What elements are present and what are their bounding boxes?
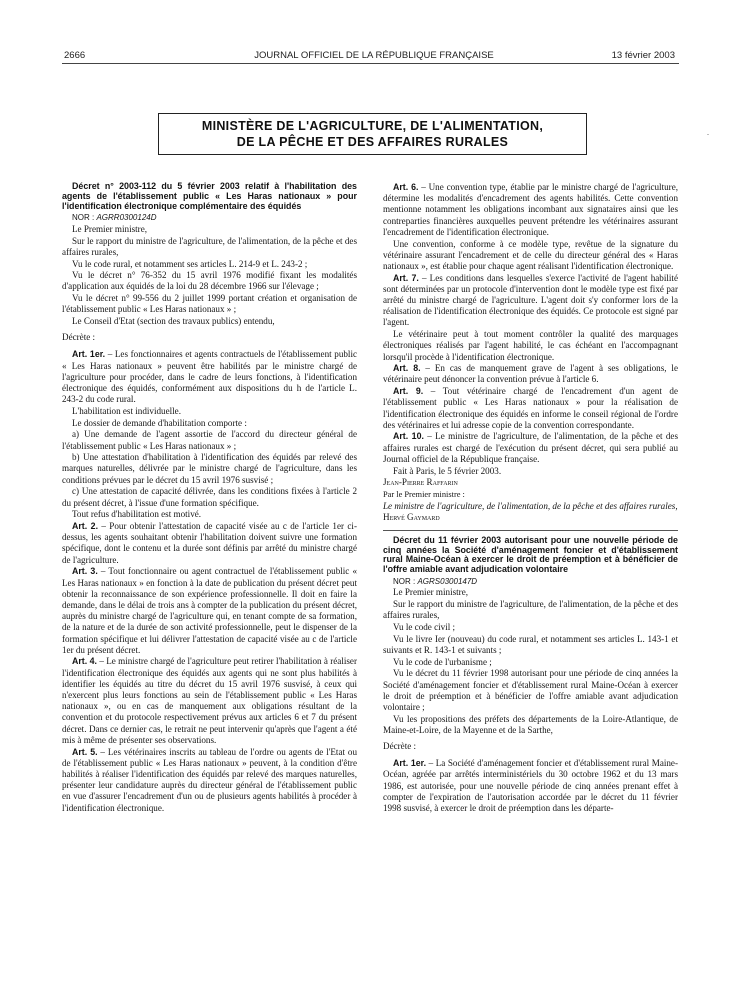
- article-3: [62, 566, 357, 656]
- article-7: [383, 273, 678, 329]
- decree1-intro-4: Vu le décret n° 99-556 du 2 juillet 1999 portant création et organisation de l'établissement public « Les Haras nationaux » ;: [62, 293, 357, 315]
- issue-date: 13 février 2003: [611, 50, 675, 61]
- minister-name: Hervé Gaymard: [383, 512, 440, 523]
- decree1-intro-2: Vu le code rural, et notamment ses articles L. 214-9 et L. 243-2 ;: [72, 258, 308, 269]
- article-6-label: Art. 6.: [393, 182, 419, 192]
- decree2-nor: [383, 576, 678, 587]
- article-1-p3: Le dossier de demande d'habilitation comporte :: [72, 417, 247, 428]
- signatory-name: Jean-Pierre Raffarin: [383, 477, 458, 488]
- decree1-intro-1: Sur le rapport du ministre de l'agriculture, de l'alimentation, de la pêche et des affaires rurales,: [62, 235, 357, 257]
- article-1-label: Art. 1er.: [72, 349, 106, 360]
- decree2-article-1-label: Art. 1er.: [393, 758, 427, 769]
- minister-title: Le ministre de l'agriculture, de l'alimentation, de la pêche et des affaires rurales,: [383, 500, 678, 511]
- decree2-article-1: [383, 758, 678, 814]
- margin-mark: .: [707, 128, 709, 137]
- article-2: [62, 521, 357, 566]
- article-5: [62, 747, 357, 814]
- nor-label: NOR :: [393, 576, 416, 586]
- article-3-label: Art. 3.: [72, 566, 98, 577]
- article-5-label: Art. 5.: [72, 746, 98, 757]
- nor-code: AGRR0300124D: [96, 213, 157, 223]
- left-column: [62, 182, 357, 814]
- article-1-b: b) Une attestation d'habilitation à l'identification des équidés par relevé des marques naturelles, délivrée par le ministre chargé de l'agriculture, dans les conditions prévues par le décret du 15 avril 1976 susvisé ;: [62, 452, 357, 485]
- article-1: [62, 349, 357, 405]
- decree-separator: [383, 530, 678, 531]
- article-3-text: – Tout fonctionnaire ou agent contractuel de l'établissement public « Les Haras nationaux » en fonction à la date de publication du présent décret peut obtenir la reconnaissance de son expérience professionnelle. Il doit en faire la demande, dans le délai de trois ans à compter de la publication du présent décret, auprès du ministre chargé de l'agriculture qui, en tenant compte de sa formation, de la nature et de la durée de son activité professionnelle, peut le dispenser de la formation spécifique et lui délivrer l'attestation de capacité visée au c de l'article 1er du présent décret.: [62, 566, 357, 655]
- decree2-intro-6: Vu les propositions des préfets des départements de la Loire-Atlantique, de Maine-et-Loire, de la Mayenne et de la Sarthe,: [383, 713, 678, 735]
- article-7-text: – Les conditions dans lesquelles s'exerce l'activité de l'agent habilité sont déterminées par un protocole d'intervention dont le modèle type est fixé par arrêté du ministre chargé de l'agriculture. L'agent doit s'y conformer lors de la réalisation de l'identification électronique des équidés. Ce protocole est signé par l'agent.: [383, 272, 678, 328]
- article-9-text: – Tout vétérinaire chargé de l'encadrement d'un agent de l'établissement public « Les Haras nationaux » pour la réalisation de l'identification électronique des équidés en informe le conseil régional de l'ordre des vétérinaires et lui adresse copie de la convention correspondante.: [383, 386, 678, 430]
- decree1-intro-3: Vu le décret n° 76-352 du 15 avril 1976 modifié fixant les modalités d'application aux équidés de la loi du 28 décembre 1966 sur l'élevage ;: [62, 270, 357, 292]
- article-4: [62, 656, 357, 746]
- article-7-label: Art. 7.: [393, 272, 419, 283]
- article-6-p2: Une convention, conforme à ce modèle type, revêtue de la signature du vétérinaire assurant l'encadrement et de celle du directeur général des « Haras nationaux », est établie pour chaque agent réalisant l'identification électronique.: [383, 238, 678, 271]
- article-10-label: Art. 10.: [393, 431, 424, 442]
- done-at: Fait à Paris, le 5 février 2003.: [393, 465, 502, 476]
- article-10: [383, 431, 678, 465]
- article-4-label: Art. 4.: [72, 656, 97, 667]
- article-6-text: – Une convention type, établie par le ministre chargé de l'agriculture, détermine les modalités d'encadrement des agents habilités. Cette convention mentionne notamment les obligations incombant aux signataires ainsi que les contreparties financières auxquelles peuvent prétendre les vétérinaires assurant l'encadrement de l'identification électronique.: [383, 182, 678, 237]
- decree1-intro-5: Le Conseil d'Etat (section des travaux publics) entendu,: [72, 316, 275, 327]
- decree2-intro-2: Vu le code civil ;: [393, 622, 456, 633]
- decree2-intro-5: Vu le décret du 11 février 1998 autorisant pour une période de cinq années la Société d'aménagement foncier et d'établissement rural Maine-Océan à exercer le droit de préemption et à bénéficier de l'offre amiable avant adjudication volontaire ;: [383, 668, 678, 712]
- page-number: 2666: [64, 50, 86, 61]
- journal-title: JOURNAL OFFICIEL DE LA RÉPUBLIQUE FRANÇAISE: [254, 50, 494, 61]
- article-4-text: – Le ministre chargé de l'agriculture peut retirer l'habilitation à réaliser l'identification électronique des équidés aux agents qui ne sont plus habilités à identifier les équidés au titre du décret du 15 avril 1976 susvisé, à ceux qui n'exercent plus leurs fonctions au sein de l'établissement public « Les Haras nationaux », ou en cas de manquement aux obligations résultant de la convention et du protocole respectivement prévus aux articles 6 et 7 du présent décret. Dans ce dernier cas, le retrait ne peut intervenir qu'après que l'agent a été mis à même de présenter ses observations.: [62, 656, 357, 745]
- article-10-text: – Le ministre de l'agriculture, de l'alimentation, de la pêche et des affaires rurales est chargé de l'exécution du présent décret, qui sera publié au Journal officiel de la République française.: [383, 431, 678, 464]
- nor-code: AGRS0300147D: [417, 576, 478, 586]
- article-8: [383, 363, 678, 385]
- article-1-a: a) Une demande de l'agent assortie de l'accord du directeur général de l'établissement public « Les Haras nationaux » ;: [62, 429, 357, 451]
- decree2-decrete: Décrète :: [383, 741, 417, 752]
- article-8-text: – En cas de manquement grave de l'agent à ses obligations, le vétérinaire peut dénoncer la convention prévue à l'article 6.: [383, 363, 678, 385]
- decree2-intro-1: Sur le rapport du ministre de l'agriculture, de l'alimentation, de la pêche et des affaires rurales,: [383, 599, 678, 621]
- article-1-c: c) Une attestation de capacité délivrée, dans les conditions fixées à l'article 2 du présent décret, à l'issue d'une formation spécifique.: [62, 486, 357, 508]
- article-7-p2: Le vétérinaire peut à tout moment contrôler la qualité des marquages électroniques réalisés par l'agent habilité, le cas échéant en l'accompagnant lorsqu'il procède à l'identification électronique.: [383, 329, 678, 362]
- decree1-nor: [62, 212, 357, 223]
- decree2-title: Décret du 11 février 2003 autorisant pour une nouvelle période de cinq années la Société d'aménagement foncier et d'établissement rural Maine-Océan à exercer le droit de préemption et à bénéficier de l'offre amiable avant adjudication volontaire: [383, 534, 678, 575]
- decree2-intro-0: Le Premier ministre,: [393, 587, 469, 598]
- decree2-intro-4: Vu le code de l'urbanisme ;: [393, 656, 492, 667]
- article-1-p2: L'habilitation est individuelle.: [72, 405, 181, 416]
- article-6: [383, 182, 678, 238]
- article-1-text: – Les fonctionnaires et agents contractuels de l'établissement public « Les Haras nationaux » peuvent être habilités par le ministre chargé de l'agriculture pour procéder, dans le cadre de leurs fonctions, à l'identification électronique des équidés, conformément aux dispositions du h de l'article L. 243-2 du code rural.: [62, 349, 358, 405]
- article-9: [383, 386, 678, 431]
- decree1-intro-0: Le Premier ministre,: [72, 223, 148, 234]
- decree2-article-1-text: – La Société d'aménagement foncier et d'établissement rural Maine-Océan, agréée par arrêtés interministériels du 30 octobre 1962 et du 13 mars 1986, est autorisée, pour une nouvelle période de cinq années prenant effet à compter de l'expiration de l'autorisation accordée par le décret du 11 février 1998 susvisé, à exercer le droit de préemption dans les départe-: [383, 758, 679, 814]
- nor-label: NOR :: [72, 213, 95, 223]
- ministry-line-2: DE LA PÊCHE ET DES AFFAIRES RURALES: [236, 135, 509, 149]
- decree1-decrete: Décrète :: [62, 332, 96, 343]
- ministry-heading-box: [158, 113, 587, 155]
- article-5-text: – Les vétérinaires inscrits au tableau de l'ordre ou agents de l'Etat ou de l'établissement public « Les Haras nationaux » peuvent, à la condition d'être habilités à réaliser l'identification des équidés par relevé des marques naturelles, présenter leur candidature auprès du directeur général de l'établissement public en vue d'assurer l'encadrement d'un ou de plusieurs agents habilités à procéder à l'identification électronique.: [62, 746, 357, 813]
- ministry-line-1: MINISTÈRE DE L'AGRICULTURE, DE L'ALIMENTATION,: [201, 119, 544, 133]
- decree2-intro-3: Vu le livre Ier (nouveau) du code rural, et notamment ses articles L. 143-1 et suivants et R. 143-1 et suivants ;: [383, 633, 678, 655]
- article-8-label: Art. 8.: [393, 363, 421, 374]
- header-rule: [62, 63, 679, 64]
- article-1-p4: Tout refus d'habilitation est motivé.: [72, 509, 202, 520]
- article-2-text: – Pour obtenir l'attestation de capacité visée au c de l'article 1er ci-dessus, les agents souhaitant obtenir l'habilitation doivent suivre une formation spécifique, dont le contenu et la durée sont définis par arrêté du ministre chargé de l'agriculture.: [62, 521, 357, 565]
- right-column: [383, 182, 678, 815]
- par-premier-ministre: Par le Premier ministre :: [383, 489, 465, 499]
- decree1-title: Décret n° 2003-112 du 5 février 2003 relatif à l'habilitation des agents de l'établissement public « Les Haras nationaux » pour l'identification électronique complémentaire des équidés: [62, 181, 357, 211]
- article-9-label: Art. 9.: [393, 386, 424, 397]
- article-2-label: Art. 2.: [72, 521, 99, 531]
